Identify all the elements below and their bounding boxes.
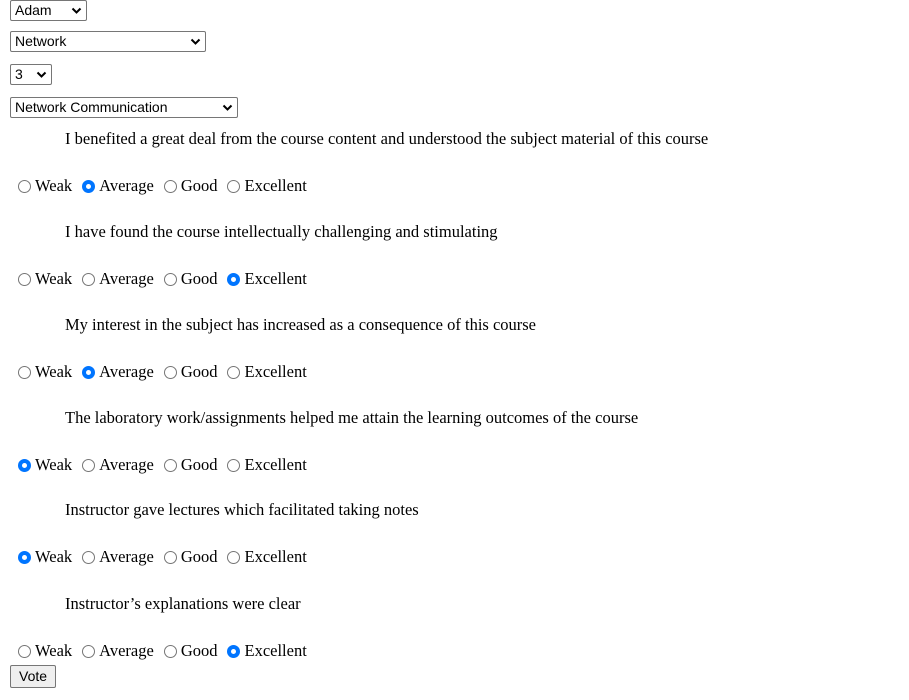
option-label: Good <box>180 176 218 195</box>
option-label: Weak <box>35 455 73 474</box>
department-select[interactable] <box>10 31 206 52</box>
rating-option-average[interactable] <box>82 641 154 661</box>
student-select[interactable] <box>10 0 87 21</box>
radio-average[interactable] <box>82 180 95 193</box>
course-select-value: Network Communication <box>15 99 168 115</box>
rating-option-average[interactable] <box>82 362 154 382</box>
rating-option-excellent[interactable] <box>227 176 306 196</box>
radio-excellent[interactable] <box>227 551 240 564</box>
filter-selects <box>10 0 410 118</box>
course-select[interactable] <box>10 97 238 118</box>
rating-group <box>18 641 317 661</box>
student-select-value: Adam <box>15 2 52 18</box>
question-text: The laboratory work/assignments helped me attain the learning outcomes of the course <box>65 408 639 427</box>
rating-option-weak[interactable] <box>18 269 72 289</box>
radio-good[interactable] <box>164 551 177 564</box>
rating-group <box>18 547 317 567</box>
option-label: Excellent <box>244 455 307 474</box>
radio-average[interactable] <box>82 273 95 286</box>
radio-excellent[interactable] <box>227 273 240 286</box>
vote-button[interactable]: Vote <box>10 665 56 688</box>
option-label: Average <box>99 547 154 566</box>
rating-group <box>18 176 317 196</box>
radio-weak[interactable] <box>18 459 31 472</box>
radio-excellent[interactable] <box>227 366 240 379</box>
option-label: Excellent <box>244 362 307 381</box>
radio-good[interactable] <box>164 180 177 193</box>
option-label: Average <box>99 176 154 195</box>
option-label: Good <box>180 269 218 288</box>
chevron-down-icon <box>222 98 233 117</box>
rating-option-weak[interactable] <box>18 455 72 475</box>
radio-weak[interactable] <box>18 645 31 658</box>
option-label: Excellent <box>244 269 307 288</box>
option-label: Weak <box>35 547 73 566</box>
question-text: Instructor’s explanations were clear <box>65 594 301 613</box>
semester-select[interactable] <box>10 64 52 85</box>
radio-average[interactable] <box>82 645 95 658</box>
chevron-down-icon <box>36 65 47 84</box>
question-text: My interest in the subject has increased as a consequence of this course <box>65 315 537 334</box>
option-label: Weak <box>35 269 73 288</box>
rating-option-good[interactable] <box>164 176 218 196</box>
option-label: Average <box>99 455 154 474</box>
semester-select-value: 3 <box>15 66 23 82</box>
radio-good[interactable] <box>164 645 177 658</box>
question-text: I benefited a great deal from the course content and understood the subject material of this course <box>65 129 709 148</box>
radio-weak[interactable] <box>18 180 31 193</box>
rating-group <box>18 269 317 289</box>
radio-excellent[interactable] <box>227 645 240 658</box>
option-label: Excellent <box>244 641 307 660</box>
option-label: Average <box>99 269 154 288</box>
rating-option-good[interactable] <box>164 641 218 661</box>
rating-option-excellent[interactable] <box>227 269 306 289</box>
question-text: I have found the course intellectually challenging and stimulating <box>65 222 498 241</box>
chevron-down-icon <box>71 1 82 20</box>
rating-group <box>18 362 317 382</box>
rating-option-average[interactable] <box>82 176 154 196</box>
department-select-value: Network <box>15 33 67 49</box>
rating-option-good[interactable] <box>164 269 218 289</box>
radio-average[interactable] <box>82 459 95 472</box>
radio-excellent[interactable] <box>227 180 240 193</box>
rating-option-excellent[interactable] <box>227 547 306 567</box>
rating-option-weak[interactable] <box>18 641 72 661</box>
option-label: Excellent <box>244 176 307 195</box>
option-label: Good <box>180 641 218 660</box>
option-label: Weak <box>35 641 73 660</box>
rating-option-good[interactable] <box>164 362 218 382</box>
rating-option-average[interactable] <box>82 547 154 567</box>
rating-option-good[interactable] <box>164 547 218 567</box>
option-label: Good <box>180 547 218 566</box>
rating-option-excellent[interactable] <box>227 362 306 382</box>
rating-group <box>18 455 317 475</box>
option-label: Average <box>99 641 154 660</box>
question-text: Instructor gave lectures which facilitated taking notes <box>65 500 419 519</box>
rating-option-weak[interactable] <box>18 547 72 567</box>
rating-option-good[interactable] <box>164 455 218 475</box>
option-label: Weak <box>35 362 73 381</box>
radio-good[interactable] <box>164 273 177 286</box>
option-label: Good <box>180 362 218 381</box>
radio-average[interactable] <box>82 366 95 379</box>
rating-option-weak[interactable] <box>18 176 72 196</box>
option-label: Weak <box>35 176 73 195</box>
rating-option-excellent[interactable] <box>227 455 306 475</box>
option-label: Good <box>180 455 218 474</box>
radio-average[interactable] <box>82 551 95 564</box>
chevron-down-icon <box>190 32 201 51</box>
radio-good[interactable] <box>164 459 177 472</box>
radio-excellent[interactable] <box>227 459 240 472</box>
rating-option-average[interactable] <box>82 269 154 289</box>
rating-option-average[interactable] <box>82 455 154 475</box>
option-label: Excellent <box>244 547 307 566</box>
radio-weak[interactable] <box>18 551 31 564</box>
radio-weak[interactable] <box>18 273 31 286</box>
radio-good[interactable] <box>164 366 177 379</box>
rating-option-excellent[interactable] <box>227 641 306 661</box>
option-label: Average <box>99 362 154 381</box>
rating-option-weak[interactable] <box>18 362 72 382</box>
radio-weak[interactable] <box>18 366 31 379</box>
